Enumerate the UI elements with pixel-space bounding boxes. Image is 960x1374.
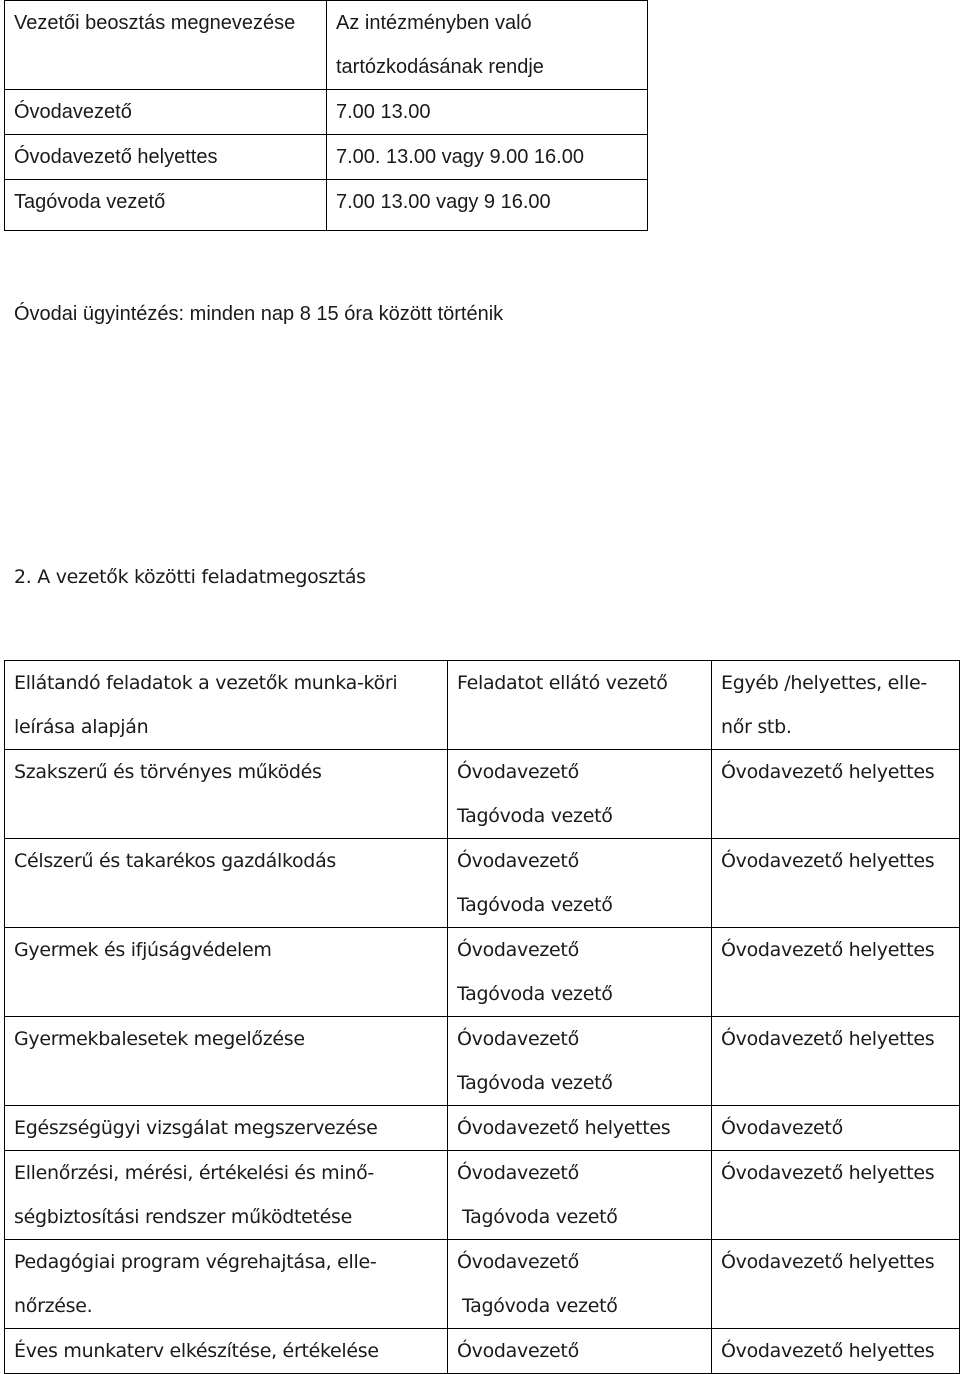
other-cell: Óvodavezető helyettes [712, 750, 960, 839]
table-header-row [5, 661, 960, 750]
lead-line: Óvodavezető [457, 1028, 579, 1050]
other-cell: Óvodavezető helyettes [712, 1151, 960, 1240]
table-header-row [5, 1, 648, 90]
position-cell: Óvodavezető helyettes [5, 135, 327, 180]
task-cell: Gyermek és ifjúságvédelem [5, 928, 448, 1017]
lead-cell [448, 1151, 712, 1240]
hours-cell: 7.00 13.00 vagy 9 16.00 [327, 180, 648, 231]
header-other-line1: Egyéb /helyettes, elle- [721, 672, 927, 694]
task-division-table [4, 660, 960, 1374]
task-line: Ellenőrzési, mérési, értékelési és minő- [14, 1162, 374, 1184]
lead-line: Óvodavezető [457, 761, 579, 783]
lead-line: Tagóvoda vezető [457, 983, 613, 1005]
other-cell: Óvodavezető helyettes [712, 1329, 960, 1374]
task-line: ségbiztosítási rendszer működtetése [14, 1206, 353, 1228]
table-row [5, 1106, 960, 1151]
lead-line: Tagóvoda vezető [457, 805, 613, 827]
lead-cell: Óvodavezető [448, 1329, 712, 1374]
table-row [5, 1329, 960, 1374]
other-cell: Óvodavezető [712, 1106, 960, 1151]
table-row [5, 1017, 960, 1106]
lead-line: Tagóvoda vezető [462, 1295, 618, 1317]
lead-line: Óvodavezető [457, 1251, 579, 1273]
task-cell: Éves munkaterv elkészítése, értékelése [5, 1329, 448, 1374]
other-cell: Óvodavezető helyettes [712, 1017, 960, 1106]
lead-line: Óvodavezető [457, 1162, 579, 1184]
task-cell [5, 1151, 448, 1240]
task-cell: Szakszerű és törvényes működés [5, 750, 448, 839]
table-row [5, 90, 648, 135]
task-cell [5, 1240, 448, 1329]
lead-line: Tagóvoda vezető [462, 1206, 618, 1228]
lead-cell [448, 839, 712, 928]
other-cell: Óvodavezető helyettes [712, 839, 960, 928]
other-cell: Óvodavezető helyettes [712, 1240, 960, 1329]
lead-line: Tagóvoda vezető [457, 894, 613, 916]
header-other-line2: nőr stb. [721, 716, 792, 738]
position-cell: Óvodavezető [5, 90, 327, 135]
header-presence-line2: tartózkodásának rendje [336, 56, 544, 78]
lead-cell [448, 1017, 712, 1106]
other-cell: Óvodavezető helyettes [712, 928, 960, 1017]
table-row [5, 135, 648, 180]
admin-hours-note: Óvodai ügyintézés: minden nap 8 15 óra között történik [14, 303, 504, 325]
header-presence-line1: Az intézményben való [336, 12, 532, 34]
header-task-line1: Ellátandó feladatok a vezetők munka-köri [14, 672, 398, 694]
hours-cell: 7.00 13.00 [327, 90, 648, 135]
task-line: nőrzése. [14, 1295, 93, 1317]
header-position: Vezetői beosztás megnevezése [5, 1, 327, 90]
lead-line: Óvodavezető [457, 850, 579, 872]
lead-cell [448, 1240, 712, 1329]
lead-line: Óvodavezető [457, 939, 579, 961]
table-row [5, 1151, 960, 1240]
header-task [5, 661, 448, 750]
task-cell: Célszerű és takarékos gazdálkodás [5, 839, 448, 928]
table-row [5, 928, 960, 1017]
task-line: Pedagógiai program végrehajtása, elle- [14, 1251, 377, 1273]
header-presence [327, 1, 648, 90]
section-heading: 2. A vezetők közötti feladatmegosztás [14, 566, 366, 588]
table-row [5, 750, 960, 839]
task-cell: Egészségügyi vizsgálat megszervezése [5, 1106, 448, 1151]
lead-cell [448, 928, 712, 1017]
header-lead: Feladatot ellátó vezető [448, 661, 712, 750]
position-cell: Tagóvoda vezető [5, 180, 327, 231]
header-task-line2: leírása alapján [14, 716, 149, 738]
leader-schedule-table [4, 0, 648, 231]
header-other [712, 661, 960, 750]
lead-cell [448, 750, 712, 839]
lead-cell: Óvodavezető helyettes [448, 1106, 712, 1151]
table-row [5, 839, 960, 928]
table-row [5, 180, 648, 231]
table-row [5, 1240, 960, 1329]
hours-cell: 7.00. 13.00 vagy 9.00 16.00 [327, 135, 648, 180]
task-cell: Gyermekbalesetek megelőzése [5, 1017, 448, 1106]
lead-line: Tagóvoda vezető [457, 1072, 613, 1094]
